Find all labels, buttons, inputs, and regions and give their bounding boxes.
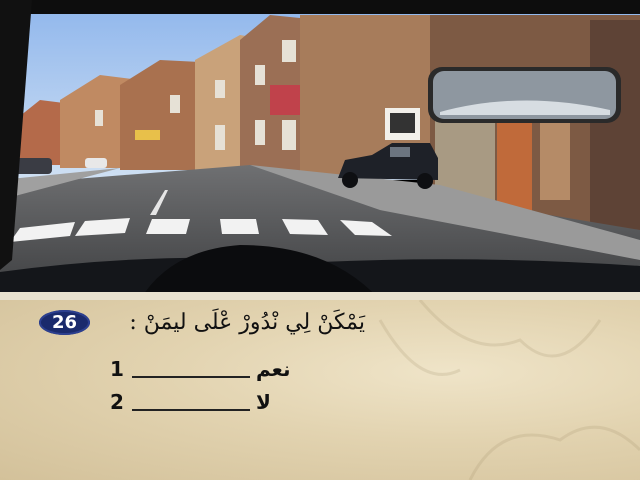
door [497, 120, 532, 215]
window [540, 120, 570, 200]
option-number: 1 [110, 357, 124, 381]
image-border [0, 292, 640, 300]
windshield-top-frame [0, 0, 640, 14]
option-label: نعم [256, 357, 291, 381]
answer-line [132, 376, 250, 378]
billboard-image [390, 113, 415, 133]
building-corner [590, 20, 640, 255]
shop-sign [135, 130, 160, 140]
answer-line [132, 409, 250, 411]
parked-car [85, 158, 107, 168]
option-number: 2 [110, 390, 124, 414]
question-text: يَمْكَنْ لِي نْدُورْ عْلَى ليمَنْ : [129, 310, 365, 335]
question-number-badge: 26 [39, 310, 90, 335]
answer-option-2[interactable] [110, 390, 310, 420]
answer-option-1[interactable] [110, 357, 310, 387]
option-label: لا [256, 390, 271, 414]
